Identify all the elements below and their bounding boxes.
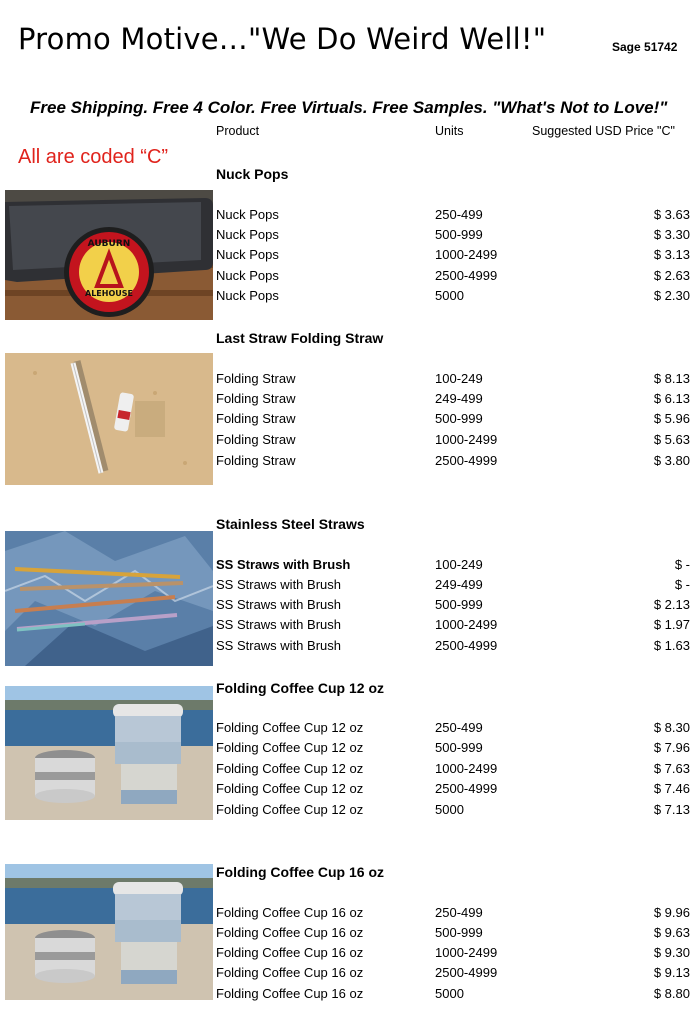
table-row: Folding Straw 1000-2499 $ 5.63 (216, 432, 690, 447)
table-row: Nuck Pops 500-999 $ 3.30 (216, 227, 690, 242)
section-title-nuck-pops: Nuck Pops (216, 166, 289, 182)
table-row: Nuck Pops 1000-2499 $ 3.13 (216, 247, 690, 262)
table-row: Folding Straw 100-249 $ 8.13 (216, 371, 690, 386)
table-row: Folding Coffee Cup 16 oz 500-999 $ 9.63 (216, 925, 690, 940)
table-row: SS Straws with Brush 249-499 $ - (216, 577, 690, 592)
section-title-stainless-straws: Stainless Steel Straws (216, 516, 365, 532)
product-image-stainless-straws (5, 531, 213, 666)
table-row: Folding Coffee Cup 12 oz 1000-2499 $ 7.63 (216, 761, 690, 776)
table-row: Folding Coffee Cup 16 oz 5000 $ 8.80 (216, 986, 690, 1001)
sage-number: Sage 51742 (612, 40, 678, 54)
table-row: SS Straws with Brush 100-249 $ - (216, 557, 690, 572)
tagline: Free Shipping. Free 4 Color. Free Virtuals. Free Samples. "What's Not to Love!" (30, 98, 668, 117)
section-title-folding-straw: Last Straw Folding Straw (216, 330, 384, 346)
column-header-price: Suggested USD Price "C" (532, 124, 675, 138)
section-title-coffee-cup-12: Folding Coffee Cup 12 oz (216, 680, 384, 696)
table-row: Nuck Pops 250-499 $ 3.63 (216, 207, 690, 222)
table-row: SS Straws with Brush 1000-2499 $ 1.97 (216, 617, 690, 632)
logo-text-top: AUBURN (87, 239, 131, 249)
column-header-product: Product (216, 124, 260, 138)
table-row: Folding Straw 500-999 $ 5.96 (216, 411, 690, 426)
coded-note: All are coded “C” (18, 146, 169, 168)
page-title: Promo Motive…"We Do Weird Well!" (18, 22, 547, 56)
table-row: SS Straws with Brush 2500-4999 $ 1.63 (216, 638, 690, 653)
table-row: Folding Coffee Cup 12 oz 5000 $ 7.13 (216, 802, 690, 817)
product-image-coffee-cup-16 (5, 864, 213, 1000)
table-row: Folding Straw 2500-4999 $ 3.80 (216, 453, 690, 468)
product-image-nuck-pops (5, 190, 213, 320)
table-row: Folding Straw 249-499 $ 6.13 (216, 391, 690, 406)
table-row: SS Straws with Brush 500-999 $ 2.13 (216, 597, 690, 612)
table-row: Folding Coffee Cup 12 oz 500-999 $ 7.96 (216, 740, 690, 755)
table-row: Nuck Pops 5000 $ 2.30 (216, 288, 690, 303)
product-image-coffee-cup-12 (5, 686, 213, 820)
logo-text-mid: ALEHOUSE (85, 289, 133, 298)
table-row: Nuck Pops 2500-4999 $ 2.63 (216, 268, 690, 283)
table-row: Folding Coffee Cup 16 oz 1000-2499 $ 9.30 (216, 945, 690, 960)
table-row: Folding Coffee Cup 16 oz 2500-4999 $ 9.13 (216, 965, 690, 980)
product-image-folding-straw (5, 353, 213, 485)
section-title-coffee-cup-16: Folding Coffee Cup 16 oz (216, 864, 384, 880)
column-header-units: Units (435, 124, 464, 138)
table-row: Folding Coffee Cup 16 oz 250-499 $ 9.96 (216, 905, 690, 920)
table-row: Folding Coffee Cup 12 oz 2500-4999 $ 7.46 (216, 781, 690, 796)
table-row: Folding Coffee Cup 12 oz 250-499 $ 8.30 (216, 720, 690, 735)
